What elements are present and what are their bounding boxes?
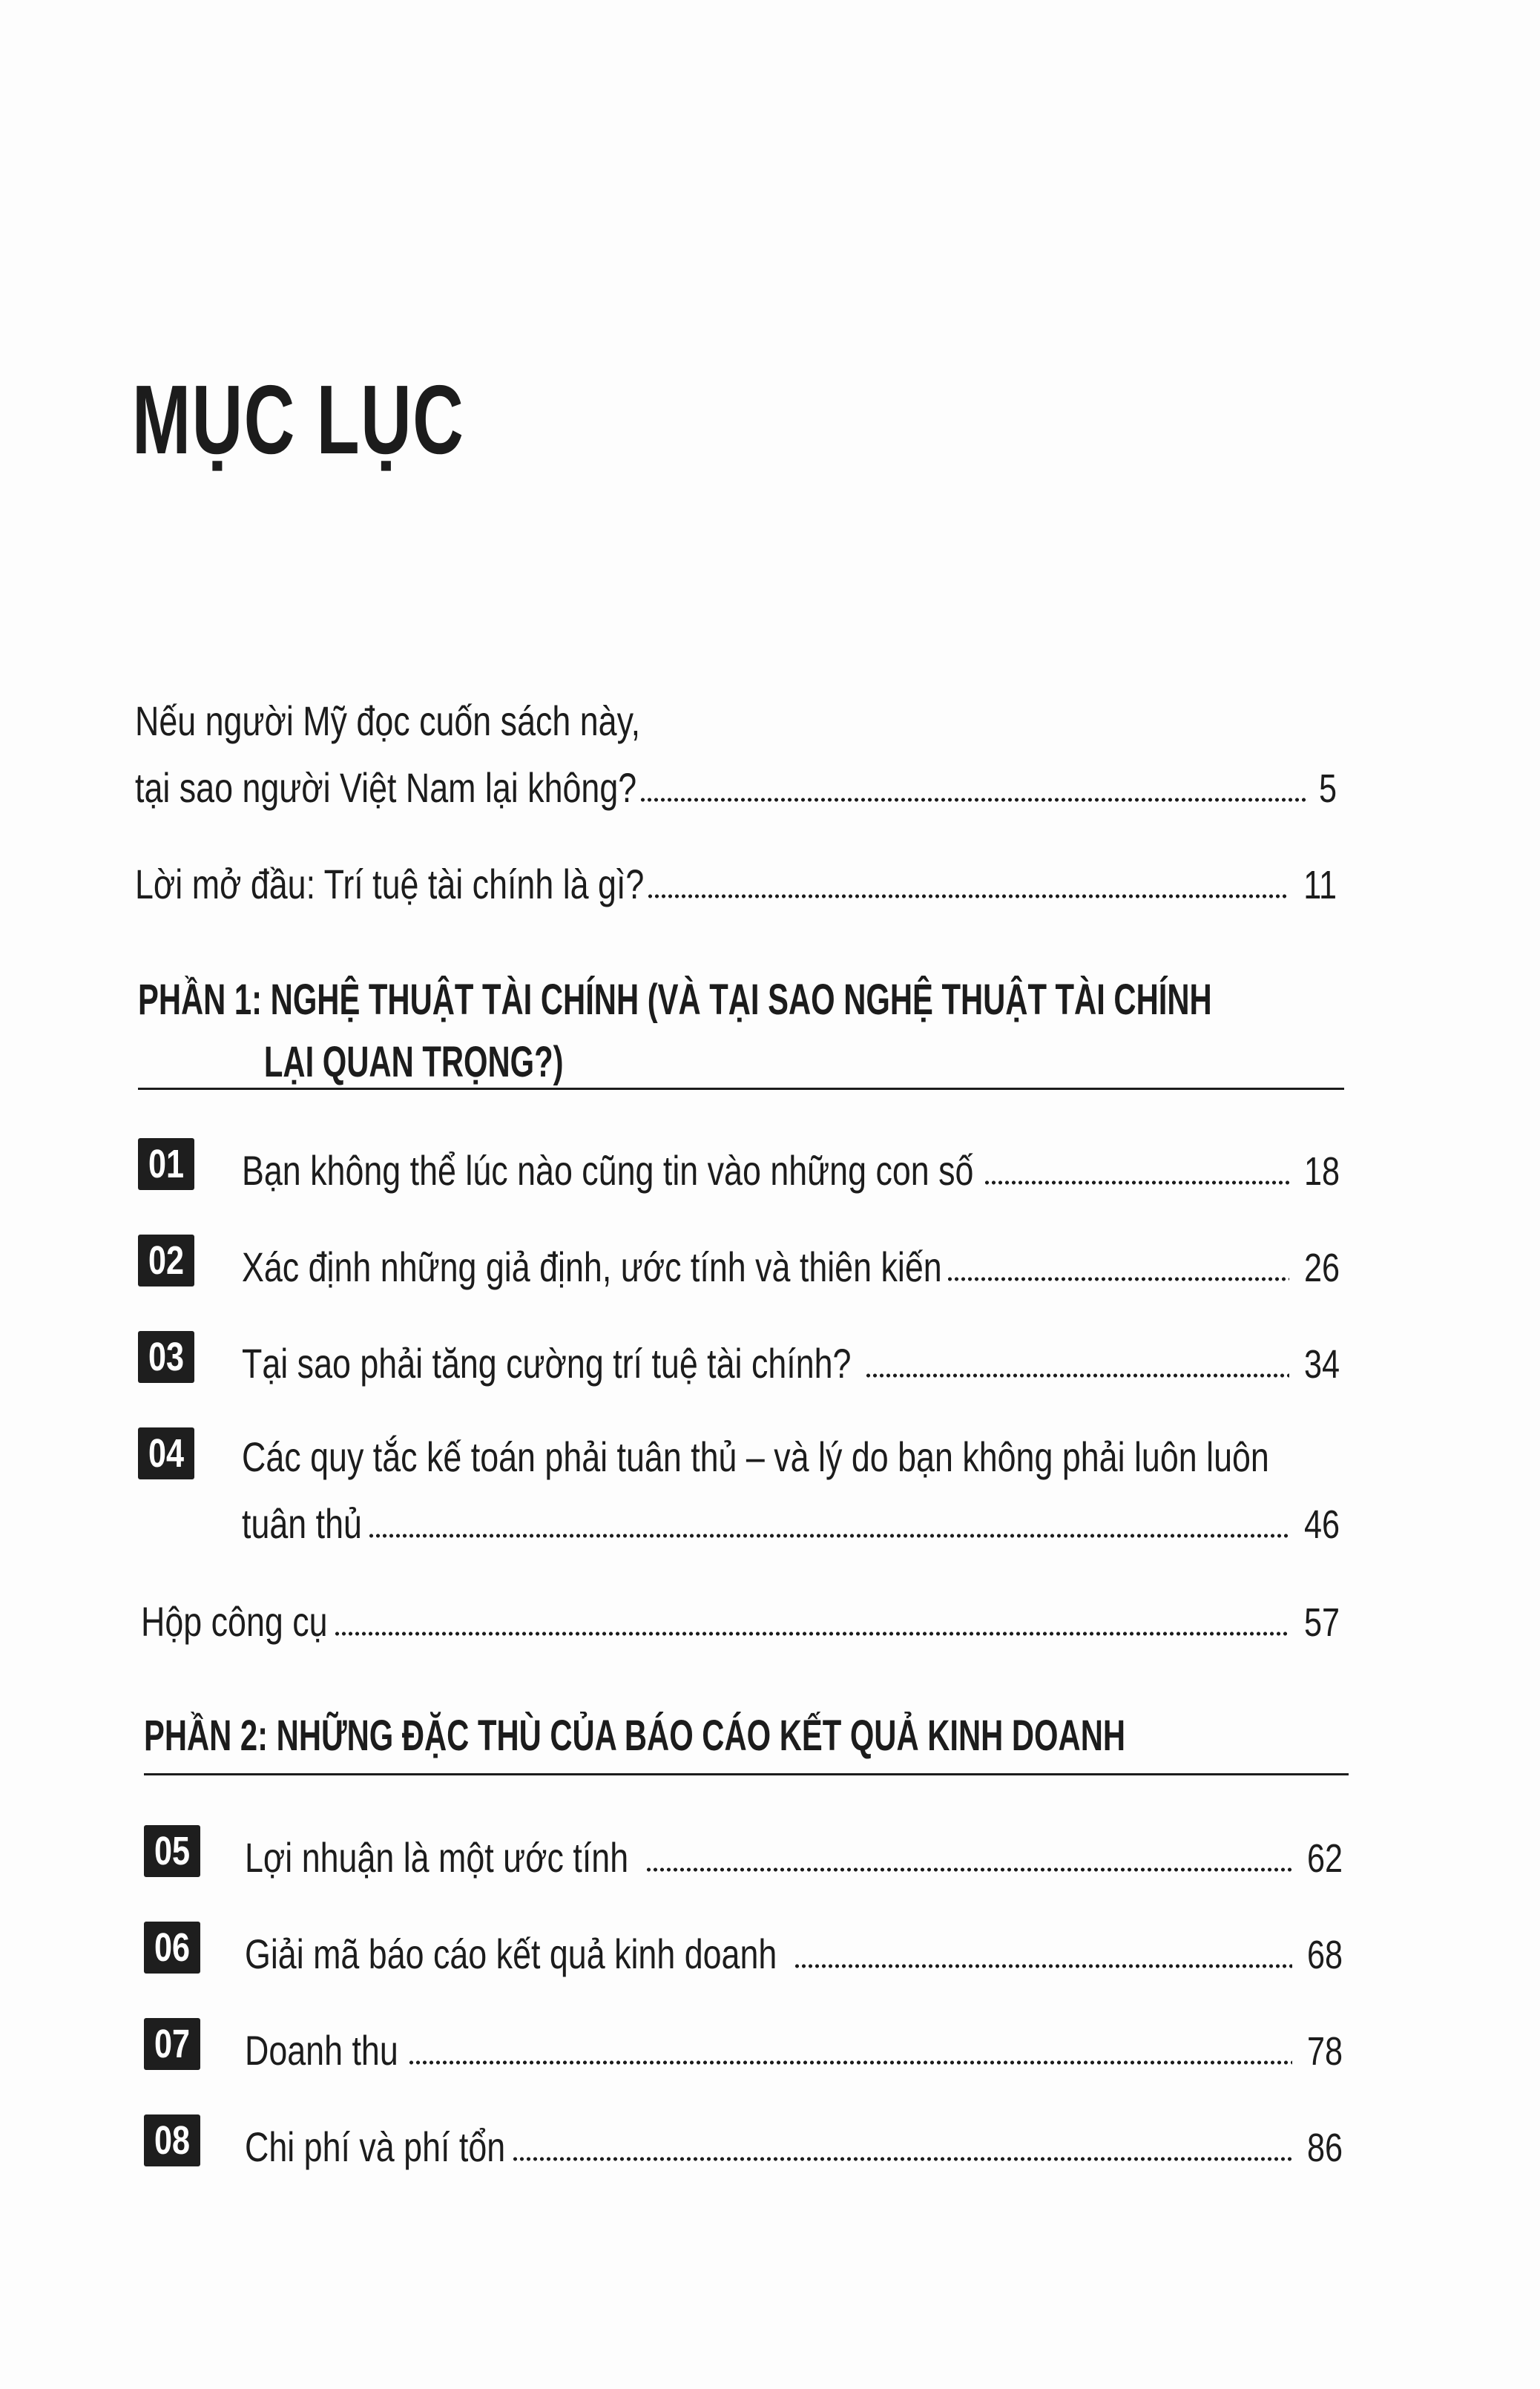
- leader-dots: [645, 1867, 1292, 1873]
- toc-entry-label: Các quy tắc kế toán phải tuân thủ – và lý do bạn không phải luôn luôn: [242, 1433, 1269, 1480]
- toc-entry-label: Chi phí và phí tổn: [245, 2123, 506, 2170]
- toc-entry-preface: [135, 853, 1337, 905]
- leader-dots: [408, 2060, 1292, 2066]
- toc-entry-label: Hộp công cụ: [141, 1598, 328, 1645]
- toc-entry-label: Nếu người Mỹ đọc cuốn sách này,: [135, 697, 641, 744]
- chapter-number-badge: 08: [144, 2114, 200, 2166]
- chapter-number-badge: 01: [138, 1138, 194, 1190]
- toc-entry-label: Lợi nhuận là một ước tính: [245, 1834, 629, 1881]
- toc-page-number: 46: [1303, 1502, 1340, 1547]
- chapter-number-badge: 04: [138, 1427, 194, 1479]
- toc-page-number: 68: [1306, 1933, 1343, 1977]
- leader-dots: [334, 1631, 1289, 1637]
- toc-entry-chapter-08: [245, 2116, 1343, 2168]
- toc-entry-intro: [135, 757, 1337, 809]
- toc-page-number: 86: [1306, 2126, 1343, 2170]
- leader-dots: [947, 1276, 1289, 1282]
- toc-entry-intro-line1: [135, 683, 1322, 742]
- leader-dots: [368, 1533, 1289, 1539]
- leader-dots: [512, 2156, 1292, 2162]
- leader-dots: [647, 893, 1289, 899]
- part-2-divider: [144, 1773, 1349, 1775]
- part-1-heading-line1: PHẦN 1: NGHỆ THUẬT TÀI CHÍNH (VÀ TẠI SAO NGHỆ THUẬT TÀI CHÍNH: [138, 976, 1212, 1024]
- part-2-heading: PHẦN 2: NHỮNG ĐẶC THÙ CỦA BÁO CÁO KẾT QUẢ KINH DOANH: [144, 1712, 1126, 1760]
- toc-entry-chapter-01: [242, 1140, 1340, 1192]
- chapter-number-badge: 02: [138, 1235, 194, 1286]
- toc-entry-chapter-04: [242, 1493, 1340, 1545]
- toc-page-number: 78: [1306, 2029, 1343, 2074]
- toc-page-number: 62: [1306, 1836, 1343, 1881]
- leader-dots: [865, 1373, 1289, 1378]
- toc-page-number: 11: [1303, 863, 1337, 907]
- toc-page-number: 5: [1318, 766, 1337, 811]
- leader-dots: [984, 1180, 1289, 1186]
- toc-entry-chapter-05: [245, 1827, 1343, 1879]
- toc-entry-label: Tại sao phải tăng cường trí tuệ tài chính?: [242, 1340, 852, 1387]
- toc-entry-label: Xác định những giả định, ước tính và thiên kiến: [242, 1243, 942, 1290]
- part-1-divider: [138, 1088, 1344, 1090]
- toc-entry-label: Doanh thu: [245, 2027, 398, 2074]
- toc-page-number: 26: [1303, 1246, 1340, 1290]
- toc-page-number: 57: [1303, 1600, 1340, 1645]
- toc-entry-label: Lời mở đầu: Trí tuệ tài chính là gì?: [135, 861, 645, 907]
- toc-entry-chapter-06: [245, 1923, 1343, 1975]
- page-title: MỤC LỤC: [132, 365, 465, 474]
- toc-entry-label: tuân thủ: [242, 1500, 362, 1547]
- chapter-number-badge: 03: [138, 1331, 194, 1383]
- toc-page-number: 34: [1303, 1342, 1340, 1387]
- chapter-number-badge: 06: [144, 1922, 200, 1974]
- toc-entry-chapter-03: [242, 1332, 1340, 1387]
- chapter-number-badge: 05: [144, 1825, 200, 1877]
- toc-entry-toolbox: [141, 1591, 1340, 1643]
- toc-entry-chapter-02: [242, 1236, 1340, 1288]
- toc-page-number: 18: [1303, 1149, 1340, 1194]
- toc-entry-chapter-04-line1: [242, 1419, 1340, 1478]
- leader-dots: [639, 797, 1309, 803]
- leader-dots: [794, 1963, 1292, 1969]
- part-1-heading: [138, 969, 1212, 1094]
- toc-entry-label: Bạn không thể lúc nào cũng tin vào những con số: [242, 1147, 974, 1194]
- toc-entry-label: tại sao người Việt Nam lại không?: [135, 764, 637, 811]
- chapter-number-badge: 07: [144, 2018, 200, 2070]
- part-1-heading-line2: LẠI QUAN TRỌNG?): [263, 1038, 564, 1086]
- toc-entry-label: Giải mã báo cáo kết quả kinh doanh: [245, 1930, 777, 1977]
- toc-entry-chapter-07: [245, 2020, 1343, 2074]
